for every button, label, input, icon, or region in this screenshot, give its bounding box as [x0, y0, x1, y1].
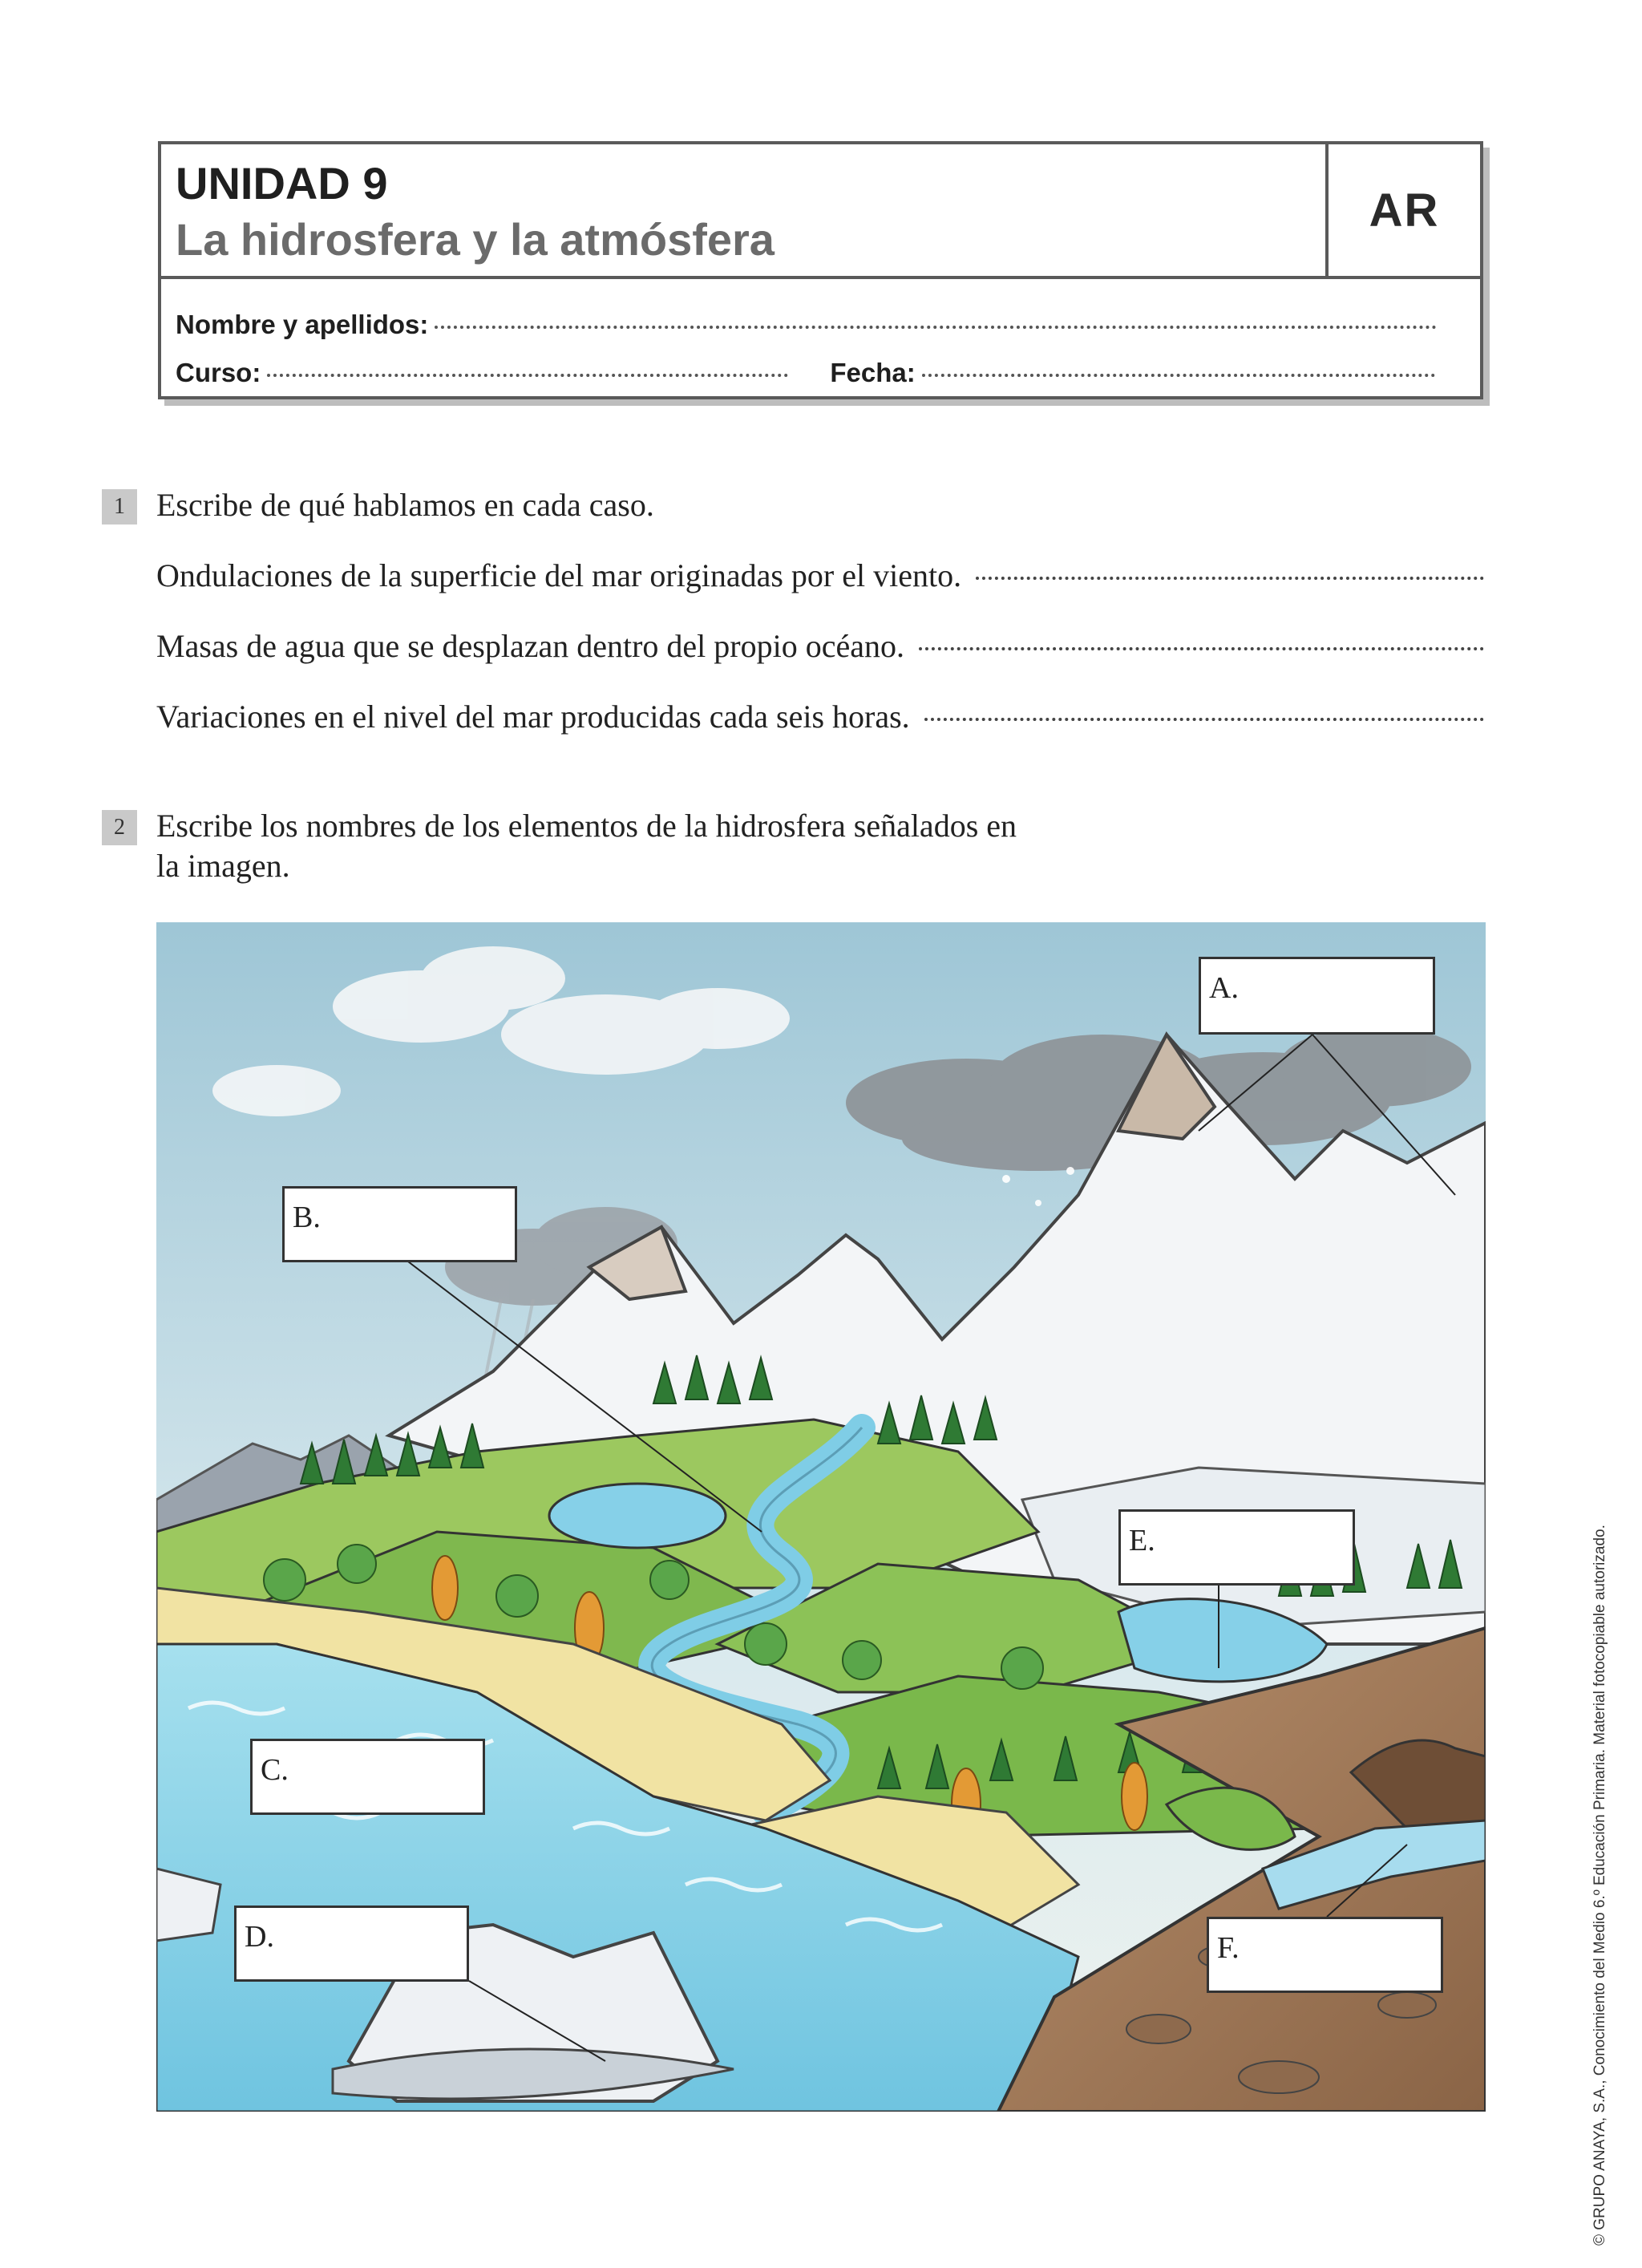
label-box-a[interactable]: A. [1199, 957, 1435, 1035]
exercise-1-prompt: Escribe de qué hablamos en cada caso. [156, 487, 654, 523]
answer-line[interactable] [924, 718, 1484, 721]
course-label: Curso: [176, 358, 261, 387]
lake [549, 1484, 726, 1548]
question-row [156, 627, 1484, 665]
date-field[interactable] [922, 374, 1435, 377]
title-cell [161, 144, 1329, 279]
copyright-notice: © GRUPO ANAYA, S.A., Conocimiento del Medio 6.º Educación Primaria. Material fotocopiable autorizado. [1591, 1525, 1608, 2246]
exercise-1-number: 1 [102, 489, 137, 524]
answer-line[interactable] [919, 647, 1484, 650]
name-label: Nombre y apellidos: [176, 310, 429, 339]
course-field[interactable] [267, 374, 788, 377]
answer-line[interactable] [976, 577, 1484, 580]
exercise-2-prompt-line1: Escribe los nombres de los elementos de la hidrosfera señalados en [156, 808, 1017, 844]
date-label: Fecha: [830, 358, 916, 387]
name-row [176, 310, 1437, 340]
exercise-2-number: 2 [102, 810, 137, 845]
label-box-d[interactable]: D. [234, 1906, 469, 1982]
hydrosphere-illustration [156, 922, 1486, 2112]
course-row [176, 358, 1435, 388]
label-box-f[interactable]: F. [1207, 1917, 1443, 1993]
question-row [156, 698, 1484, 735]
question-row [156, 557, 1484, 594]
label-box-e[interactable]: E. [1118, 1509, 1355, 1586]
level-badge: AR [1329, 144, 1480, 279]
name-field[interactable] [435, 326, 1437, 329]
label-box-c[interactable]: C. [250, 1739, 485, 1815]
label-box-b[interactable]: B. [282, 1186, 517, 1262]
question-text: Masas de agua que se desplazan dentro del propio océano. [156, 628, 904, 664]
exercise-2-prompt-line2: la imagen. [156, 848, 290, 884]
unit-label: UNIDAD 9 [176, 158, 388, 209]
unit-title: La hidrosfera y la atmósfera [176, 214, 774, 265]
question-text: Ondulaciones de la superficie del mar originadas por el viento. [156, 557, 962, 593]
worksheet-header [158, 141, 1483, 399]
question-text: Variaciones en el nivel del mar producidas cada seis horas. [156, 699, 910, 735]
